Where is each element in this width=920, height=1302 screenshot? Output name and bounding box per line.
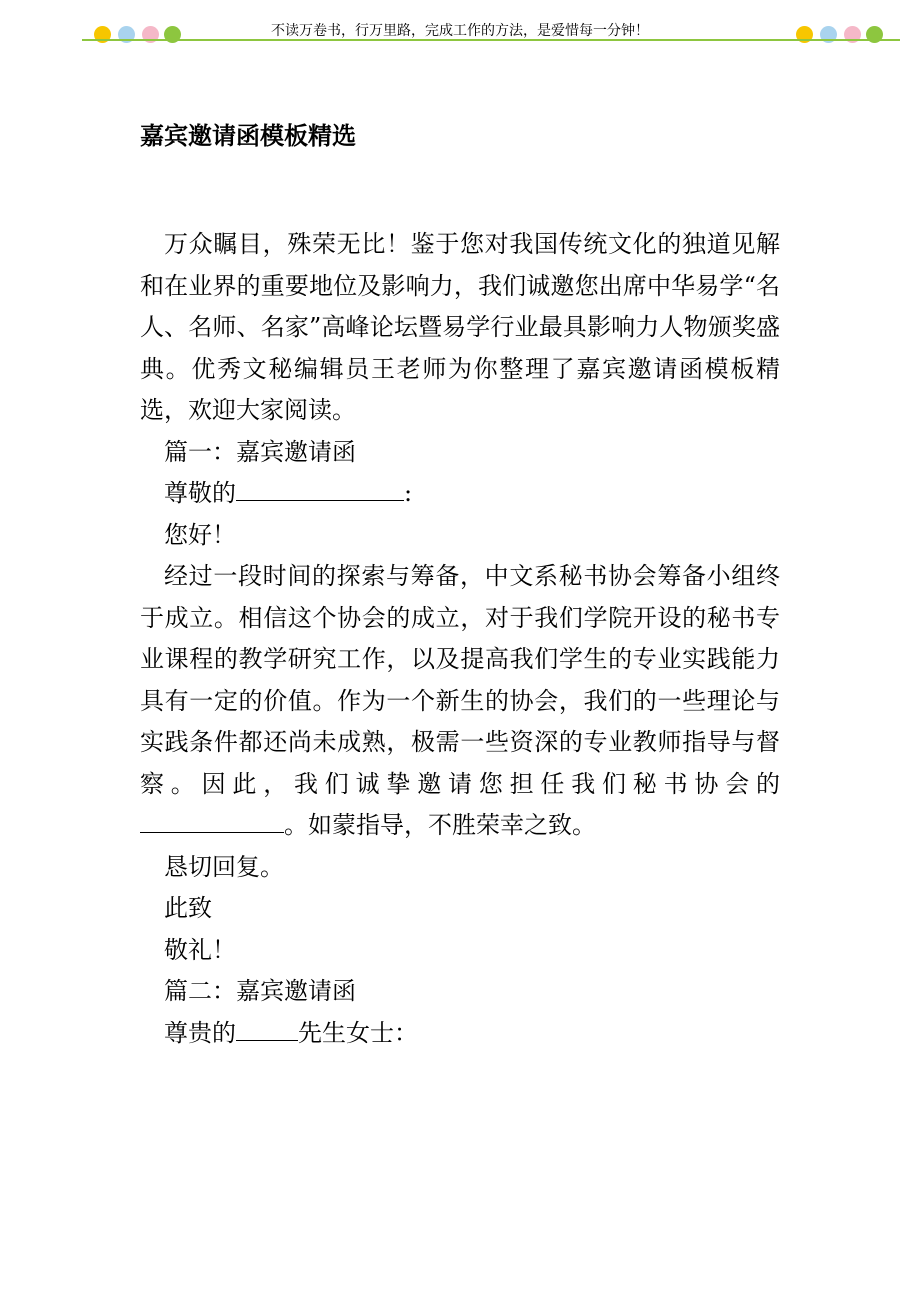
- salutation-1-suffix: :: [404, 479, 413, 507]
- reply-request: 恳切回复。: [164, 852, 284, 881]
- recipient-blank: [236, 478, 404, 501]
- page-header: [0, 0, 920, 48]
- header-divider: [82, 39, 900, 41]
- intro-paragraph: 万众瞩目，殊荣无比！鉴于您对我国传统文化的独道见解和在业界的重要地位及影响力，我们诚邀您出席中华易学“名人、名师、名家”高峰论坛暨易学行业最具影响力人物颁奖盛典。优秀文秘编辑员王老师为你整理了嘉宾邀请函模板精选，欢迎大家阅读。: [140, 230, 780, 424]
- body-paragraph-1: [140, 556, 780, 847]
- header-motto: 不读万卷书，行万里路，完成工作的方法，是爱惜每一分钟！: [271, 23, 649, 39]
- salutation-1-prefix: 尊敬的: [164, 479, 236, 507]
- body-paragraph-1-part2: 。如蒙指导，不胜荣幸之致。: [284, 811, 596, 839]
- position-blank: [140, 810, 284, 833]
- closing-line-2: 敬礼！: [164, 935, 236, 964]
- section-heading-1: 篇一：嘉宾邀请函: [164, 437, 356, 466]
- greeting: 您好！: [164, 520, 236, 549]
- document-title: 嘉宾邀请函模板精选: [140, 122, 356, 150]
- body-paragraph-1-part1: 经过一段时间的探索与筹备，中文系秘书协会筹备小组终于成立。相信这个协会的成立，对于我们学院开设的秘书专业课程的教学研究工作，以及提高我们学生的专业实践能力具有一定的价值。作为一个新生的协会，我们的一些理论与实践条件都还尚未成熟，极需一些资深的专业教师指导与督察。因此，我们诚挚邀请您担任我们秘书协会的: [140, 562, 780, 798]
- salutation-2: [140, 1013, 780, 1055]
- salutation-1: [140, 473, 780, 515]
- closing-line-1: 此致: [164, 894, 212, 922]
- salutation-2-suffix: 先生女士：: [298, 1018, 418, 1047]
- section-heading-2: 篇二：嘉宾邀请函: [164, 977, 356, 1005]
- document-body: [140, 224, 780, 1054]
- salutation-2-prefix: 尊贵的: [164, 1018, 236, 1047]
- name-blank: [236, 1018, 298, 1041]
